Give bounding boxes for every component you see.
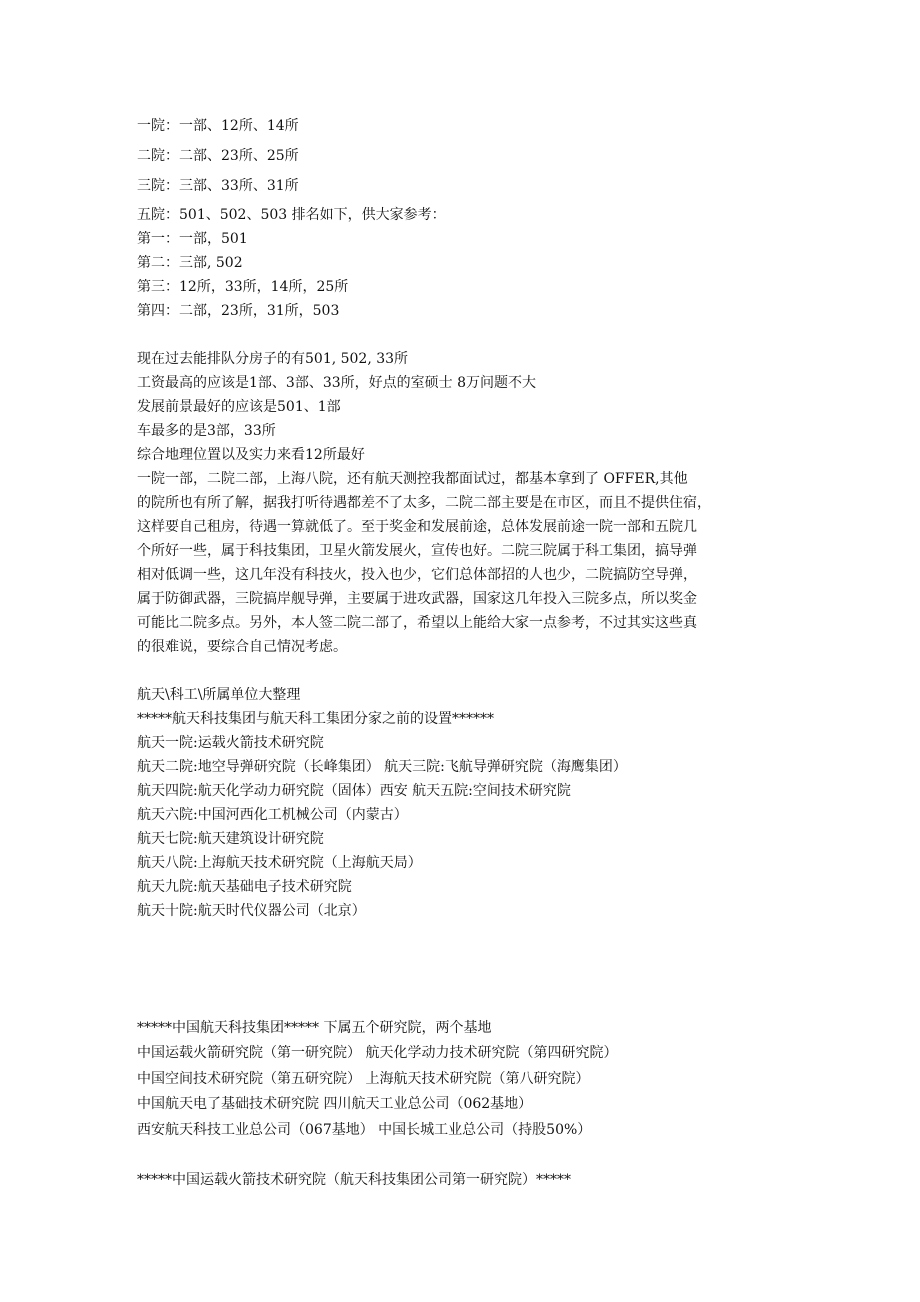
group-line-1: 中国运载火箭研究院（第一研究院） 航天化学动力技术研究院（第四研究院）: [137, 1045, 618, 1061]
ranking-intro-line: 五院：501、502、503 排名如下，供大家参考：: [137, 207, 446, 223]
unit-line-9: 航天九院:航天基础电子技术研究院: [137, 879, 352, 895]
ranking-third: 第三：12所，33所，14所，25所: [137, 279, 349, 295]
paragraph-line-8: 的很难说，要综合自己情况考虑。: [137, 639, 347, 655]
group-line-3: 中国航天电了基础技术研究院 四川航天工业总公司（062基地）: [137, 1096, 533, 1112]
group-heading: *****中国航天科技集团***** 下属五个研究院，两个基地: [137, 1020, 492, 1036]
paragraph-line-4: 个所好一些，属于科技集团，卫星火箭发展火，宣传也好。二院三院属于科工集团，搞导弹: [137, 543, 697, 559]
unit-line-2-3: 航天二院:地空导弹研究院（长峰集团） 航天三院:飞航导弹研究院（海鹰集团）: [137, 759, 627, 775]
ranking-second: 第二：三部, 502: [137, 255, 243, 271]
group-line-4: 西安航天科技工业总公司（067基地） 中国长城工业总公司（持股50%）: [137, 1122, 592, 1138]
paragraph-line-1: 一院一部，二院二部，上海八院，还有航天测控我都面试过，都基本拿到了 OFFER,其他: [137, 471, 688, 487]
ranking-first: 第一：一部，501: [137, 231, 248, 247]
paragraph-line-3: 这样要自己租房，待遇一算就低了。至于奖金和发展前途，总体发展前途一院一部和五院几: [137, 519, 697, 535]
unit-line-1: 航天一院:运载火箭技术研究院: [137, 735, 324, 751]
comment-line-cars: 车最多的是3部，33所: [137, 423, 276, 439]
ranking-line-1: 一院：一部、12所、14所: [137, 118, 299, 134]
group-line-2: 中国空间技术研究院（第五研究院） 上海航天技术研究院（第八研究院）: [137, 1071, 590, 1087]
unit-line-10: 航天十院:航天时代仪器公司（北京）: [137, 903, 366, 919]
ranking-line-3: 三院：三部、33所、31所: [137, 178, 299, 194]
ranking-line-2: 二院：二部、23所、25所: [137, 148, 299, 164]
unit-line-7: 航天七院:航天建筑设计研究院: [137, 831, 324, 847]
ranking-fourth: 第四：二部，23所，31所，503: [137, 303, 340, 319]
paragraph-line-2: 的院所也有所了解，据我打听待遇都差不了太多，二院二部主要是在市区，而且不提供住宿，: [137, 495, 711, 511]
unit-line-4-5: 航天四院:航天化学动力研究院（固体）西安 航天五院:空间技术研究院: [137, 783, 571, 799]
unit-line-8: 航天八院:上海航天技术研究院（上海航天局）: [137, 855, 422, 871]
unit-line-6: 航天六院:中国河西化工机械公司（内蒙古）: [137, 807, 408, 823]
comment-line-salary: 工资最高的应该是1部、3部、33所，好点的室硕士 8万问题不大: [137, 375, 536, 391]
comment-line-overall: 综合地理位置以及实力来看12所最好: [137, 447, 365, 463]
units-heading: 航天\科工\所属单位大整理: [137, 687, 301, 703]
paragraph-line-6: 属于防御武器，三院搞岸舰导弹，主要属于进攻武器，国家这几年投入三院多点，所以奖金: [137, 591, 697, 607]
comment-line-prospects: 发展前景最好的应该是501、1部: [137, 399, 341, 415]
comment-line-housing: 现在过去能排队分房子的有501, 502, 33所: [137, 351, 409, 367]
units-subheading: *****航天科技集团与航天科工集团分家之前的设置******: [137, 711, 494, 727]
paragraph-line-5: 相对低调一些，这几年没有科技火，投入也少，它们总体部招的人也少，二院搞防空导弹，: [137, 567, 697, 583]
group-footer-heading: *****中国运载火箭技术研究院（航天科技集团公司第一研究院）*****: [137, 1172, 571, 1188]
paragraph-line-7: 可能比二院多点。另外，本人签二院二部了，希望以上能给大家一点参考，不过其实这些真: [137, 615, 697, 631]
